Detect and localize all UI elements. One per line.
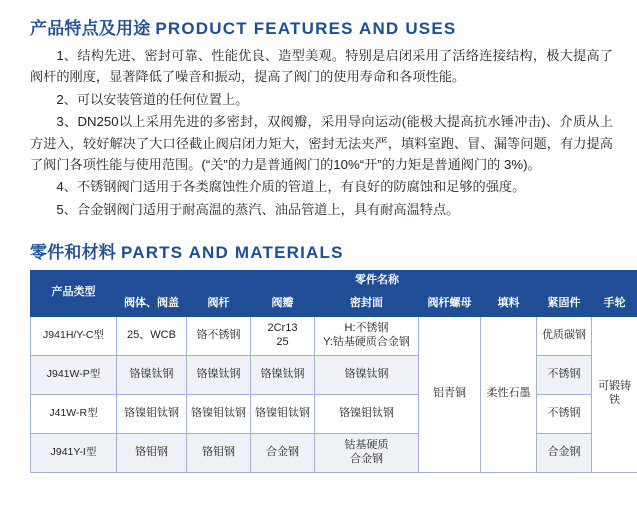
cell-value: 铬镍钛钢 — [117, 355, 187, 394]
cell-line: 钴基硬质 — [344, 439, 389, 452]
parts-table-wrapper — [30, 270, 631, 473]
cell-value: 铝青铜 — [419, 316, 481, 472]
table-header-row-group — [31, 271, 637, 292]
parts-title-cn: 零件和材料 — [30, 243, 116, 262]
cell-value: 铬镍钼钛钢 — [251, 394, 315, 433]
cell-model: J941W-P型 — [31, 355, 117, 394]
header-col-5: 填料 — [481, 291, 537, 316]
header-parts-group: 零件名称 — [117, 271, 637, 292]
parts-materials-table — [30, 270, 637, 473]
cell-value: 铬镍钛钢 — [251, 355, 315, 394]
feature-paragraph: 1、结构先进、密封可靠、性能优良、造型美观。特别是启闭采用了活络连接结构，极大提高了阀杆的刚度，显著降低了噪音和振动，提高了阀门的使用寿命和各项性能。 — [30, 48, 613, 85]
feature-paragraph: 2、可以安装管道的任何位置上。 — [56, 91, 249, 107]
cell-model: J941Y-I型 — [31, 433, 117, 472]
cell-value: 柔性石墨 — [481, 316, 537, 472]
cell-value: 铬镍钛钢 — [315, 355, 419, 394]
cell-value: 不锈钢 — [537, 355, 592, 394]
cell-line: 2Cr13 — [267, 322, 298, 335]
cell-value: 铬不锈钢 — [187, 316, 251, 355]
cell-line: 合金钢 — [350, 452, 383, 465]
cell-value: 铬钼钢 — [187, 433, 251, 472]
cell-value: 铬镍钛钢 — [187, 355, 251, 394]
cell-line: H:不锈钢 — [344, 322, 389, 335]
header-col-4: 阀杆螺母 — [419, 291, 481, 316]
feature-paragraph: 4、不锈钢阀门适用于各类腐蚀性介质的管道上，有良好的防腐蚀和足够的强度。 — [56, 179, 526, 195]
table-row — [31, 394, 637, 433]
table-header-row-cols — [31, 291, 637, 316]
features-section-title — [30, 14, 621, 39]
cell-value: 不锈钢 — [537, 394, 592, 433]
cell-value — [315, 433, 419, 472]
cell-value: 合金钢 — [537, 433, 592, 472]
cell-line: 25 — [276, 335, 289, 348]
cell-value — [251, 316, 315, 355]
cell-model: J941H/Y-C型 — [31, 316, 117, 355]
cell-value: 铬镍钼钛钢 — [315, 394, 419, 433]
cell-value: 铬镍钼钛钢 — [187, 394, 251, 433]
header-col-1: 阀杆 — [187, 291, 251, 316]
features-title-en: PRODUCT FEATURES AND USES — [155, 19, 457, 38]
header-product-type: 产品类型 — [31, 271, 117, 317]
table-row — [31, 433, 637, 472]
header-col-7: 手轮 — [592, 291, 637, 316]
header-col-3: 密封面 — [315, 291, 419, 316]
cell-value: 优质碳钢 — [537, 316, 592, 355]
header-col-2: 阀瓣 — [251, 291, 315, 316]
features-title-cn: 产品特点及用途 — [30, 19, 151, 38]
cell-value: 25、WCB — [117, 316, 187, 355]
feature-paragraph: 3、DN250以上采用先进的多密封，双阀瓣，采用导向运动(能极大提高抗水锤冲击)、介质从上方进入，较好解决了大口径截止阀启闭力矩大，密封无法夹严，填料室跑、冒、漏等问题，有力提高了阀门各项性能与使用范围。(“关”的力是普通阀门的10%“开”的力矩是普通阀门的 3%)。 — [30, 114, 613, 172]
parts-section-title — [30, 238, 621, 263]
feature-paragraph: 5、合金钢阀门适用于耐高温的蒸汽、油品管道上，具有耐高温特点。 — [56, 201, 460, 217]
cell-value: 铬镍钼钛钢 — [117, 394, 187, 433]
header-col-6: 紧固件 — [537, 291, 592, 316]
features-body — [30, 45, 613, 220]
parts-title-en: PARTS AND MATERIALS — [120, 243, 344, 262]
cell-value: 合金钢 — [251, 433, 315, 472]
table-row — [31, 316, 637, 355]
cell-value: 可锻铸铁 — [592, 316, 637, 472]
cell-line: Y:钴基硬质合金钢 — [323, 335, 410, 348]
cell-value — [315, 316, 419, 355]
cell-model: J41W-R型 — [31, 394, 117, 433]
table-row — [31, 355, 637, 394]
cell-value: 铬钼钢 — [117, 433, 187, 472]
table-body — [31, 316, 637, 472]
table-header — [31, 271, 637, 317]
header-col-0: 阀体、阀盖 — [117, 291, 187, 316]
